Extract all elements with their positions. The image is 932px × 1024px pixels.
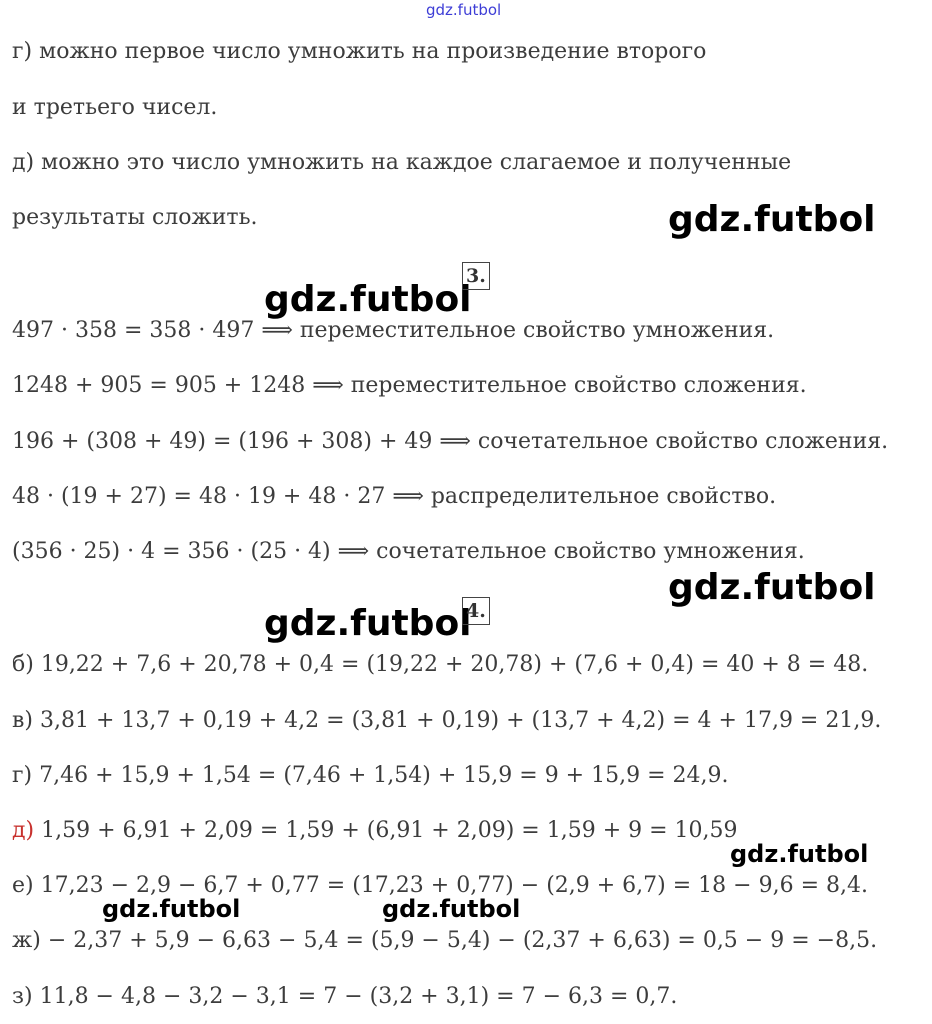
task3-line-1: 497 · 358 = 358 · 497 ⟹ переместительное свойство умножения. xyxy=(12,318,775,343)
task4-line-z: з) 11,8 − 4,8 − 3,2 − 3,1 = 7 − (3,2 + 3,1) = 7 − 6,3 = 0,7. xyxy=(12,984,678,1009)
watermark-1: gdz.futbol xyxy=(668,199,876,240)
task4-line-d xyxy=(12,816,738,846)
task3-line-5: (356 · 25) · 4 = 356 · (25 · 4) ⟹ сочетательное свойство умножения. xyxy=(12,539,805,564)
answer-g-line-2: и третьего чисел. xyxy=(12,95,218,120)
answer-d-line-1: д) можно это число умножить на каждое слагаемое и полученные xyxy=(12,150,792,175)
task3-line-4: 48 · (19 + 27) = 48 · 19 + 48 · 27 ⟹ распределительное свойство. xyxy=(12,484,777,509)
watermark-3: gdz.futbol xyxy=(668,567,876,608)
task4-line-zh: ж) − 2,37 + 5,9 − 6,63 − 5,4 = (5,9 − 5,4) − (2,37 + 6,63) = 0,5 − 9 = −8,5. xyxy=(12,928,878,953)
answer-d-line-2: результаты сложить. xyxy=(12,205,258,230)
task4-line-d-text: 1,59 + 6,91 + 2,09 = 1,59 + (6,91 + 2,09) = 1,59 + 9 = 10,59 xyxy=(34,818,738,843)
task4-line-v: в) 3,81 + 13,7 + 0,19 + 4,2 = (3,81 + 0,19) + (13,7 + 4,2) = 4 + 17,9 = 21,9. xyxy=(12,708,882,733)
watermark-6: gdz.futbol xyxy=(102,895,241,923)
task3-line-2: 1248 + 905 = 905 + 1248 ⟹ переместительное свойство сложения. xyxy=(12,373,807,398)
answer-g-line-1: г) можно первое число умножить на произведение второго xyxy=(12,39,707,64)
task-number-4: 4. xyxy=(462,597,490,625)
watermark-7: gdz.futbol xyxy=(382,895,521,923)
task4-line-b: б) 19,22 + 7,6 + 20,78 + 0,4 = (19,22 + 20,78) + (7,6 + 0,4) = 40 + 8 = 48. xyxy=(12,652,869,677)
task-number-3: 3. xyxy=(462,262,490,290)
task3-line-3: 196 + (308 + 49) = (196 + 308) + 49 ⟹ сочетательное свойство сложения. xyxy=(12,429,889,454)
task4-line-g: г) 7,46 + 15,9 + 1,54 = (7,46 + 1,54) + 15,9 = 9 + 15,9 = 24,9. xyxy=(12,763,729,788)
task4-letter-d: д) xyxy=(12,818,35,843)
watermark-top: gdz.futbol xyxy=(426,1,502,19)
watermark-2: gdz.futbol xyxy=(264,279,472,320)
task4-line-e: е) 17,23 − 2,9 − 6,7 + 0,77 = (17,23 + 0,77) − (2,9 + 6,7) = 18 − 9,6 = 8,4. xyxy=(12,873,868,898)
watermark-5: gdz.futbol xyxy=(730,840,869,868)
watermark-4: gdz.futbol xyxy=(264,603,472,644)
